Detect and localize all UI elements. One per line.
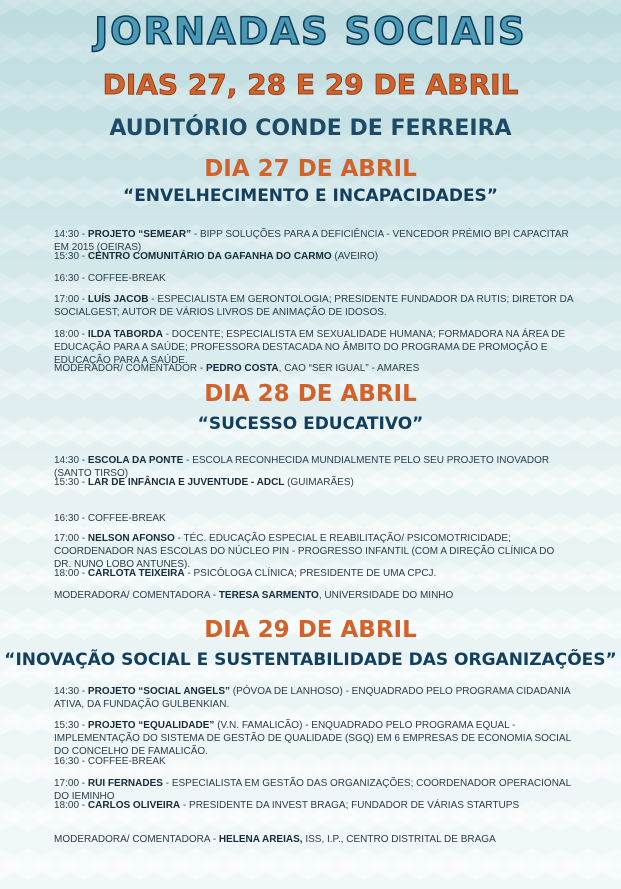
day-heading-28: DIA 28 DE ABRIL [204,381,417,407]
item-speaker: ILDA TABORDA [87,329,163,340]
item-description: (PÓVOA DE LANHOSO) - ENQUADRADO PELO PROGRAMA CIDADANIA ATIVA, DA FUNDAÇÃO GULBENKIAN. [54,686,571,710]
program-item [54,567,574,580]
item-time: 18:00 - [54,800,88,811]
item-description: (V.N. FAMALICÃO) - ENQUADRADO PELO PROGRAMA EQUAL - IMPLEMENTAÇÃO DO SISTEMA DE GESTÃO DE QUALIDADE (SGQ) EM 6 EMPRESAS DE ECONOMIA SOCIAL DO CONCELHO DE FAMALICÃO. [54,720,571,757]
program-item [54,685,574,711]
item-speaker: CARLOTA TEIXEIRA [87,568,185,579]
item-speaker: HELENA AREIAS, [218,834,303,845]
item-speaker: NELSON AFONSO [87,533,175,544]
item-time: 15:30 - [54,477,88,488]
item-description: - ESCOLA RECONHECIDA MUNDIALMENTE PELO SEU PROJETO INOVADOR (SANTO TIRSO) [54,455,550,479]
item-time: 17:00 - [54,533,88,544]
item-speaker: PROJETO “EQUALIDADE” [87,720,215,731]
item-description: - PRESIDENTE DA INVEST BRAGA; FUNDADOR DE VÁRIAS STARTUPS [180,800,520,811]
program-item [54,799,574,812]
day-theme-28: “SUCESSO EDUCATIVO” [197,414,424,434]
day-theme-27: “ENVELHECIMENTO E INCAPACIDADES” [123,186,498,206]
item-time: 16:30 - [54,273,88,284]
item-role: MODERADOR/ COMENTADOR - [54,363,207,374]
item-description: , UNIVERSIDADE DO MINHO [318,590,454,601]
item-speaker: CENTRO COMUNITÁRIO DA GAFANHA DO CARMO [87,251,332,262]
program-item [54,512,574,525]
item-speaker: PEDRO COSTA [206,363,279,374]
day-heading-27: DIA 27 DE ABRIL [204,156,417,182]
item-time: 17:00 - [54,778,88,789]
program-item [54,293,574,319]
event-venue: AUDITÓRIO CONDE DE FERREIRA [109,116,512,141]
item-time: 18:00 - [54,568,88,579]
item-description: COFFEE-BREAK [87,273,166,284]
item-time: 17:00 - [54,294,88,305]
item-description: (GUIMARÃES) [284,477,354,488]
day-heading-29: DIA 29 DE ABRIL [204,617,417,643]
item-time: 16:30 - [54,756,88,767]
item-description: COFFEE-BREAK [87,756,166,767]
item-speaker: PROJETO “SEMEAR” [87,229,192,240]
item-description: - ESPECIALISTA EM GESTÃO DAS ORGANIZAÇÕES; COORDENADOR OPERACIONAL DO IEMINHO [54,778,571,802]
item-speaker: LUÍS JACOB [87,294,149,305]
moderator-line [54,833,574,846]
item-speaker: CARLOS OLIVEIRA [87,800,181,811]
program-item [54,476,574,489]
item-speaker: ESCOLA DA PONTE [87,455,184,466]
item-description: - ESPECIALISTA EM GERONTOLOGIA; PRESIDENTE FUNDADOR DA RUTIS; DIRETOR DA SOCIALGEST; AUTOR DE VÁRIOS LIVROS DE ANIMAÇÃO DE IDOSOS. [54,294,574,318]
item-description: - DOCENTE; ESPECIALISTA EM SEXUALIDADE HUMANA; FORMADORA NA ÁREA DE EDUCAÇÃO PARA A SAÚDE; PROFESSORA DESTACADA NO ÂMBITO DO PROGRAMA DE PROMOÇÃO E EDUCAÇÃO PARA A SAÚDE. [54,329,566,366]
program-item [54,272,574,285]
item-role: MODERADORA/ COMENTADORA - [54,590,219,601]
program-item [54,755,574,768]
item-time: 14:30 - [54,229,88,240]
program-item [54,532,574,571]
item-description: - BIPP SOLUÇÕES PARA A DEFICIÊNCIA - VENCEDOR PRÉMIO BPI CAPACITAR EM 2015 (OEIRAS) [54,229,569,253]
moderator-line [54,362,574,375]
item-time: 15:30 - [54,251,88,262]
item-time: 18:00 - [54,329,88,340]
moderator-line [54,589,574,602]
item-role: MODERADORA/ COMENTADORA - [54,834,219,845]
program-item [54,719,574,758]
item-speaker: PROJETO “SOCIAL ANGELS” [87,686,230,697]
program-item [54,250,574,263]
item-speaker: LAR DE INFÂNCIA E JUVENTUDE - ADCL [87,477,285,488]
item-description: - TÉC. EDUCAÇÃO ESPECIAL E REABILITAÇÃO/ PSICOMOTRICIDADE; COORDENADOR NAS ESCOLAS DO NÚCLEO PIN - PROGRESSO INFANTIL (COM A DIREÇÃO CLÍNICA DO DR. NUNO LOBO ANTUNES). [54,533,555,570]
item-time: 14:30 - [54,686,88,697]
item-description: ISS, I.P., CENTRO DISTRITAL DE BRAGA [302,834,496,845]
item-speaker: TERESA SARMENTO [218,590,319,601]
item-speaker: RUI FERNADES [87,778,163,789]
item-description: (AVEIRO) [331,251,379,262]
poster-title: JORNADAS SOCIAIS [94,10,527,53]
item-description: COFFEE-BREAK [87,513,166,524]
day-theme-29: “INOVAÇÃO SOCIAL E SUSTENTABILIDADE DAS ORGANIZAÇÕES” [4,650,617,670]
item-time: 14:30 - [54,455,88,466]
item-time: 15:30 - [54,720,88,731]
item-description: , CAO “SER IGUAL” - AMARES [278,363,420,374]
item-description: - PSICÓLOGA CLÍNICA; PRESIDENTE DE UMA CPCJ. [184,568,437,579]
item-time: 16:30 - [54,513,88,524]
event-dates: DIAS 27, 28 E 29 DE ABRIL [102,68,519,101]
